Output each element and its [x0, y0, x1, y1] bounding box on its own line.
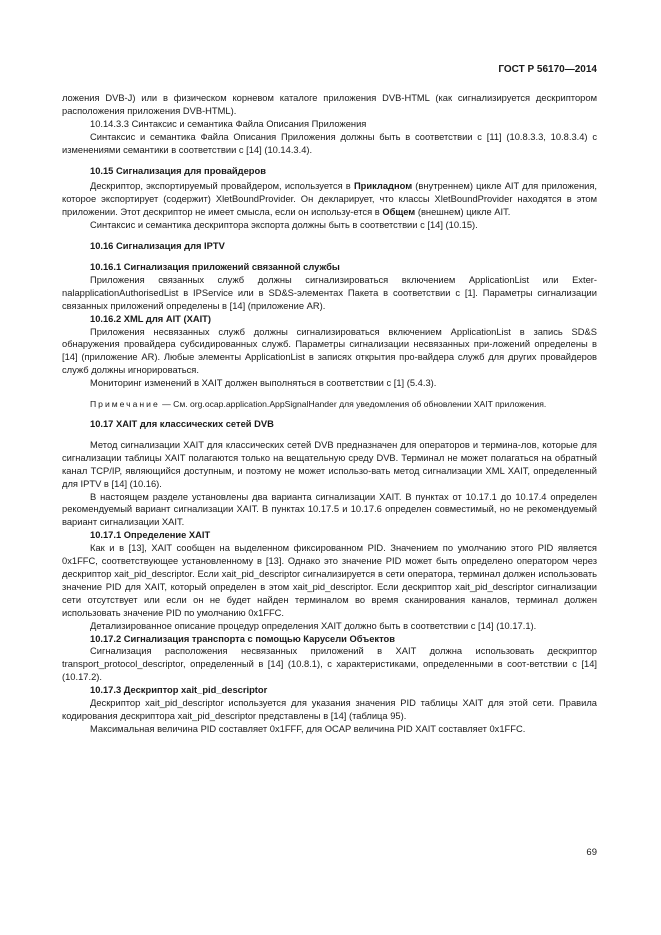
- paragraph: Синтаксис и семантика Файла Описания Приложения должны быть в соответствии с [11] (10.8.3.3, 10.8.3.4) с изменениями семантики в соответствии с [14] (10.14.3.4).: [62, 131, 597, 155]
- subsection-heading-10-16-2: 10.16.2 XML для AIT (XAIT): [90, 313, 211, 324]
- subsection-heading-10-17-2: 10.17.2 Сигнализация транспорта с помощью Карусели Объектов: [90, 633, 396, 644]
- paragraph-continuation: ложения DVB-J) или в физическом корневом каталоге приложения DVB-HTML (как сигнализируется дескриптором расположения приложения DVB-HTML).: [62, 93, 597, 116]
- document-header: ГОСТ Р 56170—2014: [498, 64, 597, 75]
- note: Примечание — См. org.ocap.application.AppSignalHander для уведомления об обновлении XAIT приложения.: [90, 399, 547, 410]
- paragraph: В настоящем разделе установлены два варианта сигнализации XAIT. В пунктах от 10.17.1 до 10.17.4 определен рекомендуемый вариант сигнализации XAIT. В пунктах 10.17.5 и 10.17.6 определен совместимый, но не рекомендуемый вариант сигнализации XAIT.: [62, 491, 597, 528]
- paragraph: Сигнализация расположения несвязанных приложений в XAIT должна использовать дескриптор transport_protocol_descriptor, определенный в [14] (10.8.1), с характеристиками, определенными в соот-ветствии с [14] (10.17.2).: [62, 646, 597, 683]
- paragraph: Метод сигнализации XAIT для классических сетей DVB предназначен для операторов и термина-лов, которые для сигнализации таблицы XAIT полагаются только на вещательную среду DVB. Терминал не может полагаться на обратный канал TCP/IP, являющийся доступным, и поэтому не может использо-вать метод сигнализации XML XAIT, определенный для IPTV в [14] (10.16).: [62, 439, 597, 489]
- subsection-heading-10-17-1: 10.17.1 Определение XAIT: [90, 530, 211, 541]
- note-label: Примечание: [90, 399, 160, 410]
- subsection-heading-10-16-1: 10.16.1 Сигнализация приложений связанной службы: [90, 261, 340, 272]
- paragraph: Дескриптор xait_pid_descriptor используется для указания значения PID таблицы XAIT для этой сети. Правила кодирования дескриптора xait_pid_descriptor представлены в [14] (таблица 95).: [62, 698, 597, 721]
- subsection-heading-10-14-3-3: 10.14.3.3 Синтаксис и семантика Файла Описания Приложения: [90, 118, 367, 129]
- section-heading-10-17: 10.17 XAIT для классических сетей DVB: [90, 419, 274, 430]
- section-heading-10-16: 10.16 Сигнализация для IPTV: [90, 241, 225, 252]
- paragraph: Как и в [13], XAIT сообщен на выделенном фиксированном PID. Значением по умолчанию этого PID является 0x1FFC, соответствующее установленному в [13]. Однако это значение PID может быть определено оператором через дескриптор xait_pid_descriptor. Если xait_pid_descriptor сигнализируется в сети оператора, терминал должен использовать значение PID для XAIT, который определен в этом xait_pid_descriptor. Если дескриптор xait_pid_descriptor сигнализации сети отсутствует или если он не будет найден терминалом во время сканирования каналов, терминал должен использовать значение PID по умолчанию 0x1FFC.: [62, 543, 597, 618]
- page-number: 69: [586, 847, 597, 858]
- paragraph: Детализированное описание процедур определения XAIT должно быть в соответствии с [14] (10.17.1).: [90, 620, 537, 631]
- paragraph: Синтаксис и семантика дескриптора экспорта должны быть в соответствии с [14] (10.15).: [90, 220, 478, 231]
- subsection-heading-10-17-3: 10.17.3 Дескриптор xait_pid_descriptor: [90, 685, 268, 696]
- section-heading-10-15: 10.15 Сигнализация для провайдеров: [90, 165, 266, 176]
- document-body: [62, 92, 597, 736]
- paragraph: Мониторинг изменений в XAIT должен выполняться в соответствии с [1] (5.4.3).: [90, 378, 437, 389]
- paragraph: Приложения несвязанных служб должны сигнализироваться включением ApplicationList в запись SD&S обнаружения провайдера субсидированных служб. Параметры сигнализации несвязанных при-ложений определены в [14] (приложение AR). Любые элементы ApplicationList в записях открытия про-вайдера служб для других провайдеров служб должны игнорироваться.: [62, 326, 597, 376]
- paragraph: Приложения связанных служб должны сигнализироваться включением ApplicationList или Exter-nalapplicationAuthorisedList в IPService или в SD&S-элементах Пакета в соответствии с [1]. Параметры сигнализации связанных приложений определены в [14] (приложение AR).: [62, 274, 597, 311]
- paragraph: Максимальная величина PID составляет 0x1FFF, для OCAP величина PID XAIT составляет 0x1FFC.: [90, 723, 526, 734]
- paragraph-provider-descriptor: Дескриптор, экспортируемый провайдером, используется в Прикладном (внутреннем) цикле AIT для приложения, которое экспортирует (содержит) XletBoundProvider. Он декларирует, что классы XletBoundProvider находятся в этом приложении. Этот дескриптор не имеет смысла, если он использу-ется в Общем (внешнем) цикле AIT.: [62, 181, 597, 218]
